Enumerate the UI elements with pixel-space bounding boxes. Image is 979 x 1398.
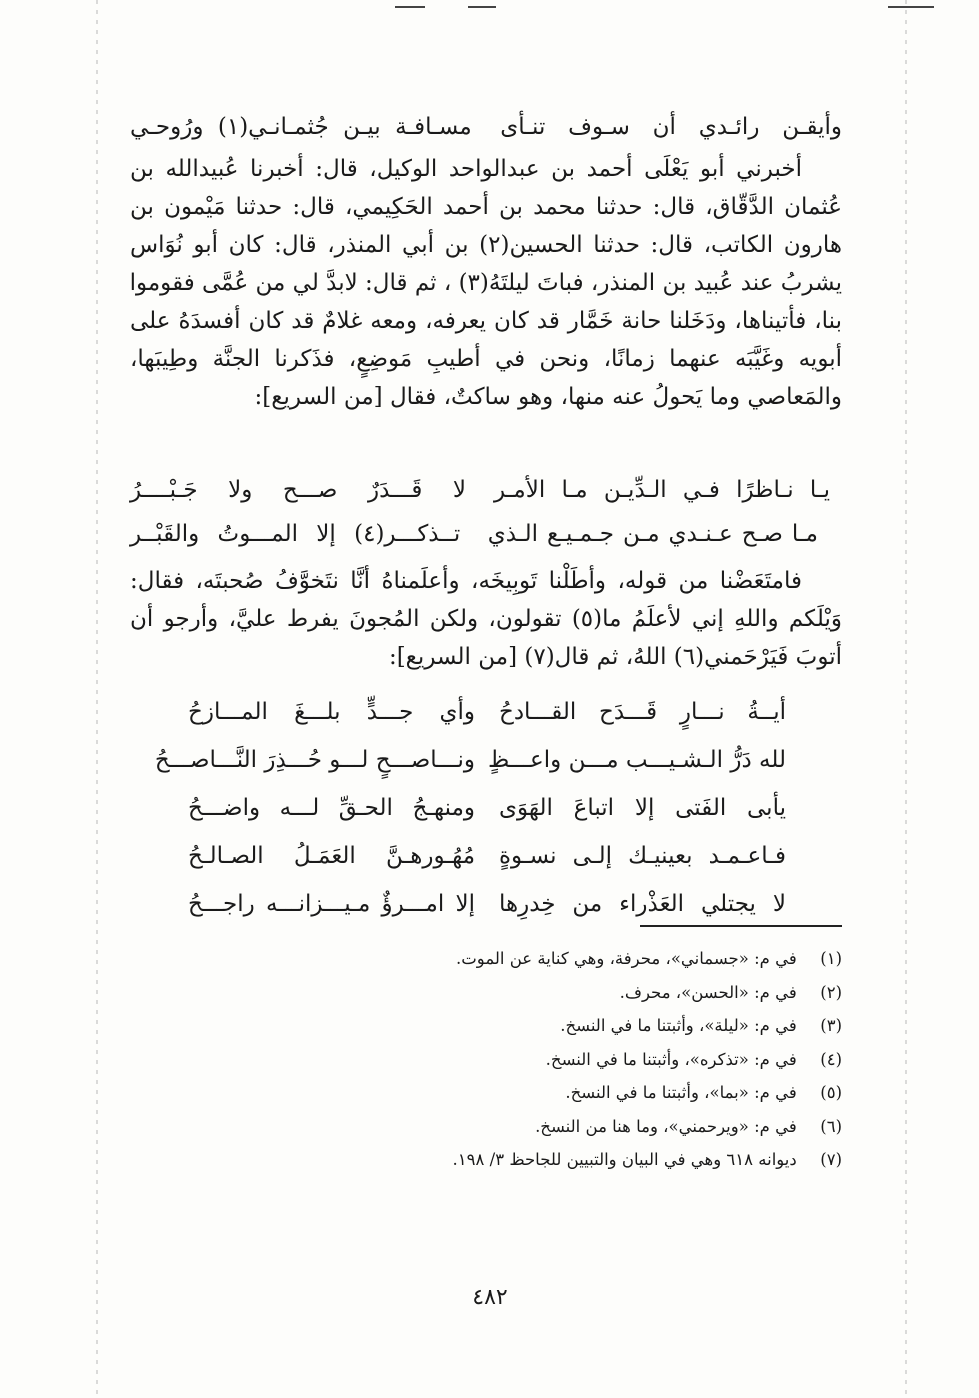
text-line: أخبرني أبو يَعْلَى أحمد بن عبدالواحد الوكيل، قال: أخبرنا عُبيدالله بن [130,156,802,182]
text-line: والمَعاصي وما يَحولُ عنه منها، وهو ساكتٌ، فقال [من السريع]: [254,384,842,410]
verse-first-hemistich: لله دَرُّ الـشـيـــب مـــن واعـــظٍ [488,747,786,773]
poem-1 [130,468,842,556]
footnote [300,942,842,976]
verse-second-hemistich: مسـافـة بيـن جُثمـانـي(١) ورُوحـي [130,114,472,140]
poem-2 [154,688,786,928]
footnote-number: (١) [820,949,842,968]
scan-mark [395,6,425,8]
poem-verse [154,736,786,784]
footnote-text: في م: «ويرحمني»، وما هنا من النسخ. [535,1116,797,1136]
footnote-number: (٣) [820,1016,842,1035]
verse-first-hemistich: أيــةُ نـــارٍ قَـــدَح القـــادحُ [498,699,786,725]
footnote-number: (٤) [820,1049,842,1069]
footnote [300,1110,842,1144]
scan-margin-left [96,0,98,1398]
footnote [300,1009,842,1043]
scan-margin-right [905,0,907,1398]
text-line: يشربُ عند عُبيد بن المنذر، فباتَ ليلتَهُ(٣) ، ثم قال: لابدَّ لي من عُمَّى فقوموا [129,270,842,296]
poem-verse [130,512,842,556]
footnote-separator [640,925,842,927]
footnote [300,1043,842,1077]
text-line: فامتَعَضْنا من قوله، وأطَلْنا تَوبِيخَه، وأعلَمناهُ أنَّا نتَخوَّفُ صُحبتَه، فقال: [130,568,802,594]
poem-verse [188,688,786,736]
footnote-text: ديوانه ٦١٨ وهي في البيان والتبيين للجاحظ ٣/ ١٩٨. [452,1150,797,1169]
text-line: عُثمان الدَّقّاق، قال: حدثنا محمد بن أحمد الحَكِيمي، قال: حدثنا مَيْمون بن [130,194,842,220]
footnote-number: (٧) [820,1150,842,1169]
footnotes [300,942,842,1177]
footnote [300,1143,842,1177]
footnote-text: في م: «ليلة»، وأثبتنا ما في النسخ. [560,1016,797,1035]
footnote [300,976,842,1010]
paragraph-2 [130,562,842,676]
footnote-text: في م: «بما»، وأثبتنا ما في النسخ. [565,1083,797,1102]
poem-verse [130,468,842,512]
page-number: ٤٨٢ [472,1285,508,1310]
footnote-number: (٥) [820,1083,842,1102]
text-line: بنا، فأتيناها، ودَخَلنا حانة خَمَّار قد كان يعرفه، ومعه غلامٌ قد كان أفسدَهُ على [130,308,842,334]
verse-second-hemistich: وأي جـــدٍّ بلـــغَ المـــازحُ [188,699,476,725]
footnote-text: في م: «الحسن»، محرف. [619,982,797,1002]
scan-mark [888,6,934,8]
paragraph-1 [130,150,842,416]
footnote-number: (٦) [820,1116,842,1136]
poem-verse [188,784,786,832]
verse-second-hemistich: إلا امـــرؤٌ مـيـــزانـــه راجـــحُ [188,891,476,917]
scan-mark [468,6,496,8]
opening-verse [130,108,842,146]
poem-verse [188,832,786,880]
text-line: أبويه وغَيَّبَه عنهما زمانًا، ونحن في أطيبِ مَوضِعٍ، فذَكرنا الجنَّة وطِيبَها، [130,346,842,372]
verse-first-hemistich: وأيقـن رائـدي أن سـوف تنـأى [500,114,842,140]
text-line: أتوبَ فَيَرْحَمني(٦) اللهُ، ثم قال(٧) [من السريع]: [388,644,842,670]
verse-first-hemistich: فـاعـمـد بعينيـك إلـى نسـوةٍ [498,843,786,869]
verse-first-hemistich: مـا صـح عـنـدي مـن جـمـيـع الـذي [487,521,818,547]
verse-second-hemistich: ومنهـجُ الحـقِّ لـــه واضـــحُ [188,795,476,821]
verse-first-hemistich: لا يجتلي العَذْراء من خِدرِها [498,891,786,917]
poem-verse [188,880,786,928]
text-line: هارون الكاتب، قال: حدثنا الحسين(٢) بن أبي المنذر، قال: كان أبو نُوَاس [130,232,842,258]
footnote [300,1076,842,1110]
footnote-text: في م: «تذكره»، وأثبتنا ما في النسخ. [545,1049,797,1069]
verse-second-hemistich: تــذكـــر(٤) إلا المـــوتُ والقَبْــر [130,521,461,547]
verse-first-hemistich: يأبى الفَتى إلا اتباعَ الهَوَى [498,795,786,821]
text-line: وَيْلَكم واللهِ إني لأعلَمُ ما(٥) تقولون، ولكن المُجونَ يفرط عليَّ، وأرجو أن [130,606,842,632]
verse-second-hemistich: مُهُـورهـنَّ العَمَـلُ الصـالـحُ [188,843,476,869]
verse-second-hemistich: ونـــاصـــحٍ لـــو حُـــذِرَ النَّـــاصـــحُ [154,747,476,773]
footnote-text: في م: «جسماني»، محرفة، وهي كناية عن الموت. [456,949,797,968]
verse-second-hemistich: لا قَـــدَرٌ صـــح ولا جَـبْــــرُ [130,477,466,503]
footnote-number: (٢) [820,982,842,1002]
verse-first-hemistich: يـا نـاظرًا فـي الـدِّيـن مـا الأمـر [494,477,830,503]
